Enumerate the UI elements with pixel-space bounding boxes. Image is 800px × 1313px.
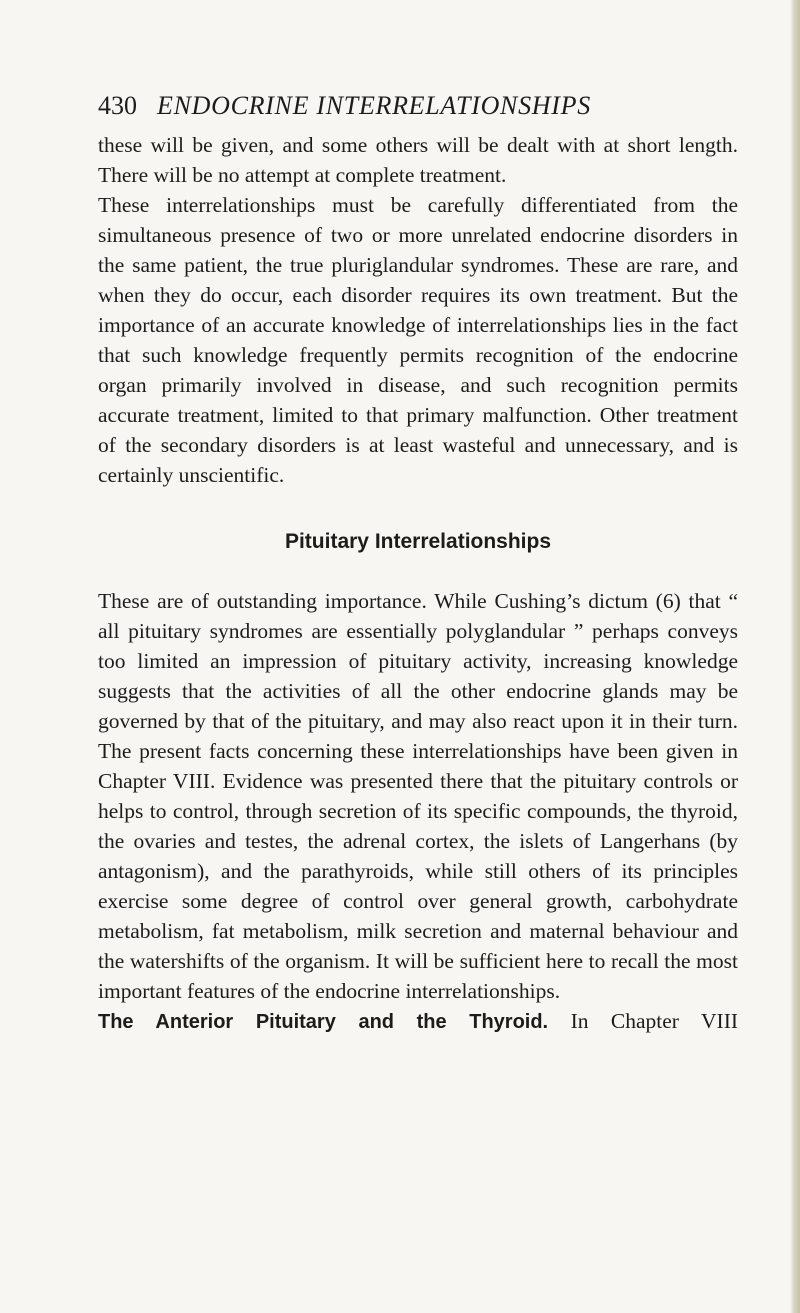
inline-heading: The Anterior Pituitary and the Thyroid. — [98, 1011, 549, 1033]
paragraph-pluriglandular: These interrelationships must be carefully differentiated from the simultaneous presence of two or more unrelated endocrine disorders in the same patient, the true pluriglandular syndromes. These are rare, and when they do occur, each disorder requires its own treatment. But the importance of an accurate knowledge of interrelationships lies in the fact that such knowledge frequently permits recognition of the endocrine organ primarily involved in disease, and such recognition permits accurate treatment, limited to that primary malfunction. Other treatment of the secondary disorders is at least wasteful and unnecessary, and is certainly unscientific. — [98, 193, 738, 487]
paragraph-tail-text: In Chapter VIII — [570, 1009, 739, 1033]
paragraph-pituitary-interrelationships: These are of outstanding importance. While Cushing’s dictum (6) that “ all pituitary syndromes are essentially polyglandular ” perhaps conveys too limited an impression of pituitary activity, increasing knowledge suggests that the activities of all the other endocrine glands may be governed by that of the pituitary, and may also react upon it in their turn. The present facts concerning these interrelationships have been given in Chapter VIII. Evidence was presented there that the pituitary controls or helps to control, through secretion of its specific compounds, the thyroid, the ovaries and testes, the adrenal cortex, the islets of Langerhans (by antagonism), and the parathyroids, while still others of its principles exercise some degree of control over general growth, carbohydrate metabolism, fat metabolism, milk secretion and maternal behaviour and the watershifts of the organism. It will be sufficient here to recall the most important features of the endocrine interrelationships. — [98, 589, 738, 1003]
running-title: ENDOCRINE INTERRELATIONSHIPS — [157, 91, 591, 120]
book-page — [98, 90, 738, 1037]
paragraph-continuation: these will be given, and some others will be dealt with at short length. There will be no attempt at complete treatment. — [98, 133, 738, 187]
running-head — [98, 90, 738, 122]
paragraph-anterior-pituitary-thyroid — [98, 1006, 738, 1037]
page-number: 430 — [98, 91, 137, 120]
section-heading: Pituitary Interrelationships — [284, 530, 552, 553]
page-edge-shadow — [790, 0, 800, 1313]
